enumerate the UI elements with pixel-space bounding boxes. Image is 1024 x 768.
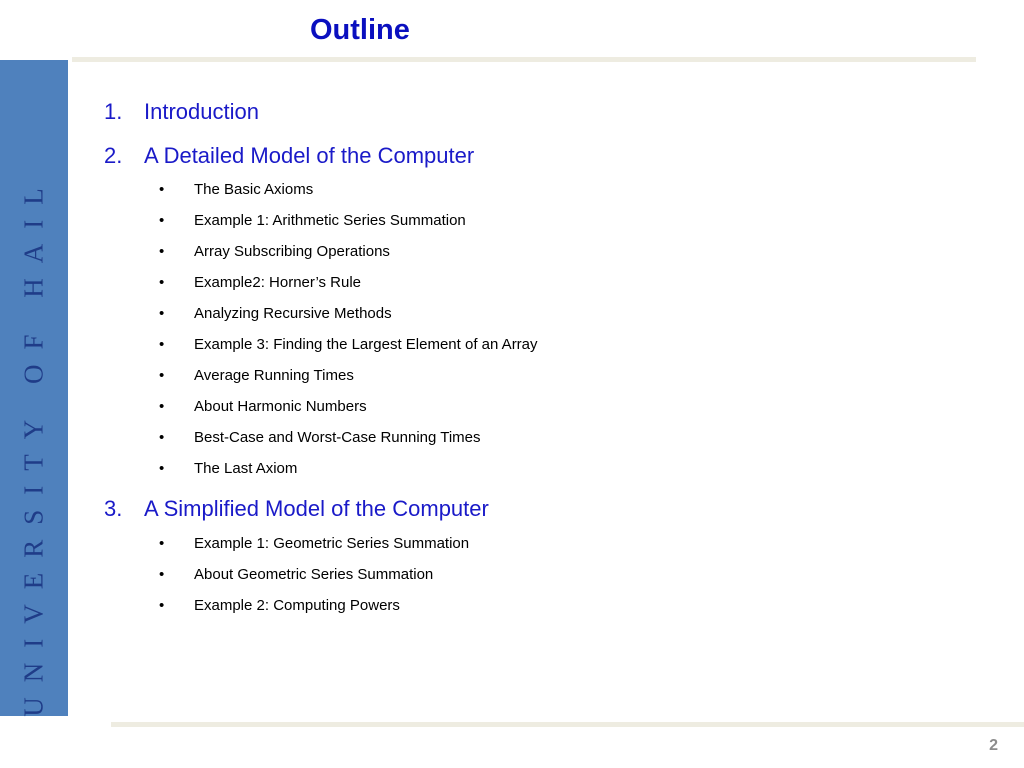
bullet-icon: • (159, 460, 165, 477)
bottom-divider (111, 722, 1024, 727)
university-name: UNIVERSITY OF HAIL (18, 173, 49, 717)
outline-subitem-label: Example2: Horner’s Rule (194, 274, 362, 291)
bullet-icon: • (159, 429, 165, 446)
outline-item-number: 2. (104, 143, 123, 168)
bullet-icon: • (159, 181, 165, 198)
outline-subitem-label: Best-Case and Worst-Case Running Times (194, 429, 481, 446)
bullet-icon: • (159, 212, 165, 229)
bullet-icon: • (159, 535, 165, 552)
outline-subitem-label: Example 1: Arithmetic Series Summation (194, 212, 466, 229)
bullet-icon: • (159, 274, 165, 291)
bullet-icon: • (159, 597, 165, 614)
bullet-icon: • (159, 367, 165, 384)
outline-item-number: 1. (104, 99, 123, 124)
outline-subitem-label: Array Subscribing Operations (194, 243, 390, 260)
bullet-icon: • (159, 336, 165, 353)
slide-title: Outline (310, 14, 410, 46)
outline-subitem-label: Analyzing Recursive Methods (194, 305, 392, 322)
outline-subitem-label: About Harmonic Numbers (194, 398, 367, 415)
outline-subitem-label: About Geometric Series Summation (194, 566, 434, 583)
outline-subitem-label: The Last Axiom (194, 460, 298, 477)
bullet-icon: • (159, 566, 165, 583)
outline-item-number: 3. (104, 496, 123, 521)
bullet-icon: • (159, 243, 165, 260)
outline-subitem-label: The Basic Axioms (194, 181, 314, 198)
outline-subitem-label: Example 1: Geometric Series Summation (194, 535, 470, 552)
outline-subitem-label: Example 3: Finding the Largest Element of an Array (194, 336, 538, 353)
outline-subitem-label: Example 2: Computing Powers (194, 597, 400, 614)
outline-item-label: A Detailed Model of the Computer (144, 143, 475, 168)
outline-item-label: Introduction (144, 99, 259, 124)
outline-item-label: A Simplified Model of the Computer (144, 496, 489, 521)
page-number: 2 (989, 737, 998, 754)
bullet-icon: • (159, 398, 165, 415)
outline-subitem-label: Average Running Times (194, 367, 354, 384)
bullet-icon: • (159, 305, 165, 322)
